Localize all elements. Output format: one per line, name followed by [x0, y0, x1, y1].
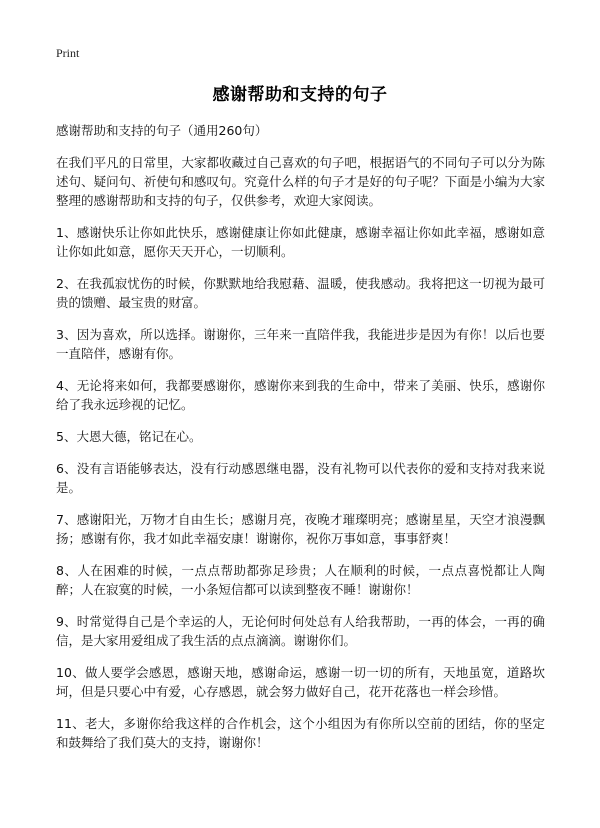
sentence-item: 5、大恩大德，铭记在心。: [56, 429, 202, 444]
print-link[interactable]: Print: [56, 46, 80, 60]
sentence-item: 2、在我孤寂忧伤的时候，你默默地给我慰藉、温暖，使我感动。我将把这一切视为最可贵的馈赠、最宝贵的财富。: [56, 276, 545, 310]
sentence-item: 10、做人要学会感恩，感谢天地，感谢命运，感谢一切一切的所有，天地虽宽，道路坎坷，但是只要心中有爱，心存感恩，就会努力做好自己，花开花落也一样会珍惜。: [56, 665, 545, 699]
document-title: 感谢帮助和支持的句子: [212, 85, 388, 105]
sentence-item: 3、因为喜欢，所以选择。谢谢你，三年来一直陪伴我，我能进步是因为有你！以后也要一直陪伴，感谢有你。: [56, 327, 545, 361]
sentence-item: 9、时常觉得自己是个幸运的人，无论何时何处总有人给我帮助，一再的体会，一再的确信，是大家用爱组成了我生活的点点滴滴。谢谢你们。: [56, 614, 545, 648]
sentence-item: 11、老大，多谢你给我这样的合作机会，这个小组因为有你所以空前的团结，你的坚定和鼓舞给了我们莫大的支持，谢谢你！: [56, 716, 545, 750]
sentence-item: 8、人在困难的时候，一点点帮助都弥足珍贵；人在顺利的时候，一点点喜悦都让人陶醉；人在寂寞的时候，一小条短信都可以读到整夜不睡！谢谢你！: [56, 563, 545, 597]
intro-paragraph: 在我们平凡的日常里，大家都收藏过自己喜欢的句子吧，根据语气的不同句子可以分为陈述句、疑问句、祈使句和感叹句。究竟什么样的句子才是好的句子呢？下面是小编为大家整理的感谢帮助和支持的句子，仅供参考，欢迎大家阅读。: [56, 155, 545, 208]
document-body: [56, 121, 545, 765]
document-subtitle: 感谢帮助和支持的句子（通用260句）: [56, 123, 268, 138]
sentence-item: 4、无论将来如何，我都要感谢你，感谢你来到我的生命中，带来了美丽、快乐，感谢你给了我永远珍视的记忆。: [56, 378, 545, 412]
sentence-item: 7、感谢阳光，万物才自由生长；感谢月亮，夜晚才璀璨明亮；感谢星星，天空才浪漫飘扬；感谢有你，我才如此幸福安康！谢谢你，祝你万事如意，事事舒爽！: [56, 512, 545, 546]
sentence-item: 6、没有言语能够表达，没有行动感恩继电器，没有礼物可以代表你的爱和支持对我来说是。: [56, 461, 545, 495]
sentence-item: 1、感谢快乐让你如此快乐，感谢健康让你如此健康，感谢幸福让你如此幸福，感谢如意让你如此如意，愿你天天开心，一切顺利。: [56, 225, 545, 259]
